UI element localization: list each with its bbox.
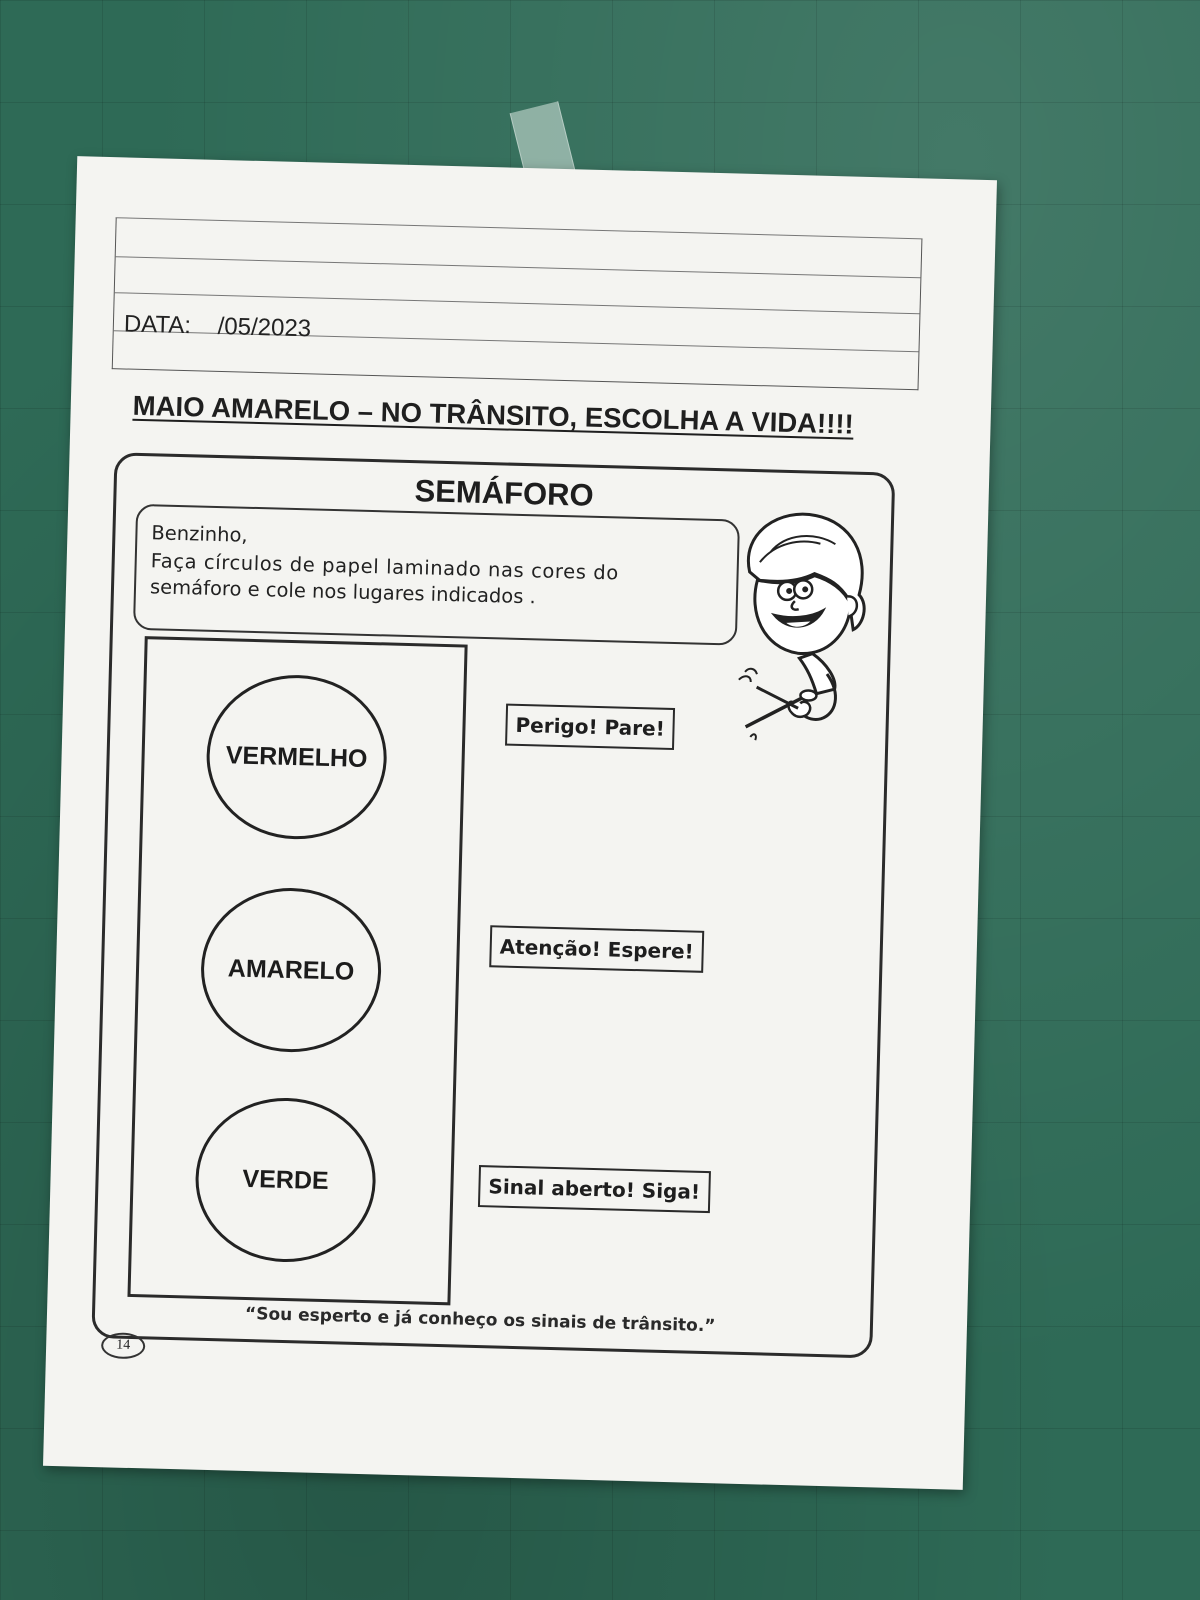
page-number: 14 [101,1332,146,1359]
header-rule [116,256,921,278]
activity-title: SEMÁFORO [414,473,595,513]
green-meaning-label: Sinal aberto! Siga! [478,1165,711,1213]
instruction-box [133,504,740,646]
traffic-light-panel [127,636,467,1305]
child-with-scissors-icon [715,501,881,749]
date-line [124,310,312,343]
yellow-light-circle[interactable]: AMARELO [199,886,383,1055]
activity-frame [91,452,895,1358]
green-light-circle[interactable]: VERDE [193,1096,377,1265]
main-title: MAIO AMARELO – NO TRÂNSITO, ESCOLHA A VIDA!!!! [132,389,855,440]
instruction-greeting: Benzinho, [151,521,248,547]
header-lines-box [112,217,923,390]
footer-quote: “Sou esperto e já conheço os sinais de trânsito.” [244,1303,716,1337]
red-meaning-label: Perigo! Pare! [505,704,675,750]
worksheet-paper [43,156,997,1490]
date-value: /05/2023 [217,312,312,343]
red-light-circle[interactable]: VERMELHO [205,673,389,842]
instruction-line-1: Faça círculos de papel laminado nas cores do [150,549,620,585]
date-label: DATA: [123,310,192,340]
header-rule [115,292,920,314]
instruction-line-2: semáforo e cole nos lugares indicados . [149,575,537,609]
yellow-meaning-label: Atenção! Espere! [489,925,704,973]
